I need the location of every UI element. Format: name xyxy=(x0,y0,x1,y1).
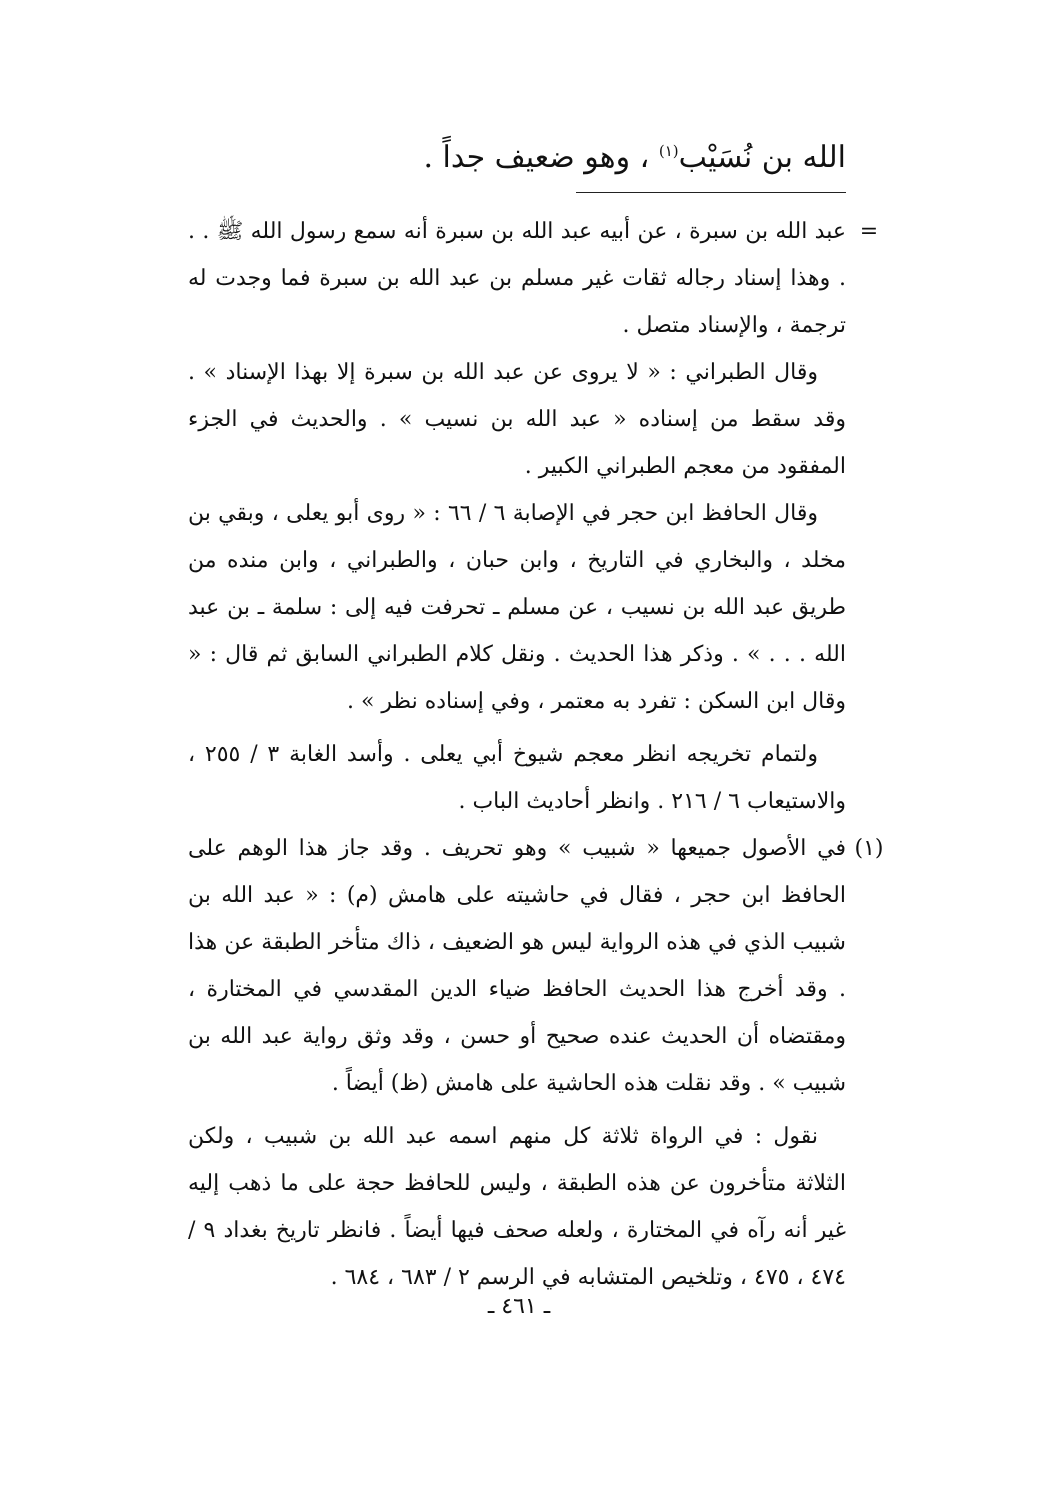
footnote-paragraph: نقول : في الرواة ثلاثة كل منهم اسمه عبد الله بن شبيب ، ولكن الثلاثة متأخرون عن هذه الطبقة ، وليس للحافظ حجة على ما ذهب إليه غير أنه رآه في المختارة ، ولعله صحف فيها أيضاً . فانظر تاريخ بغداد ٩ / ٤٧٤ ، ٤٧٥ ، وتلخيص المتشابه في الرسم ٢ / ٦٨٣ ، ٦٨٤ . xyxy=(188,1124,847,1290)
footnote-paragraph: وقال الطبراني : « لا يروى عن عبد الله بن سبرة إلا بهذا الإسناد » . وقد سقط من إسناده « عبد الله بن نسيب » . والحديث في الجزء المفقود من معجم الطبراني الكبير . xyxy=(188,360,846,479)
footnote-paragraph: عبد الله بن سبرة ، عن أبيه عبد الله بن سبرة أنه سمع رسول الله ﷺ . . . وهذا إسناد رجاله ثقات غير مسلم بن عبد الله بن سبرة فما وجدت له ترجمة ، والإسناد متصل . xyxy=(188,219,846,338)
footnote-ref: (١) xyxy=(658,142,679,160)
footnote-paragraph: ولتمام تخريجه انظر معجم شيوخ أبي يعلى . وأسد الغابة ٣ / ٢٥٥ ، والاستيعاب ٦ / ٢١٦ . وانظر أحاديث الباب . xyxy=(188,742,846,814)
page-number: ـ ٤٦١ ـ xyxy=(487,1294,551,1319)
footnote-number: (١) xyxy=(854,836,884,861)
footnote-paragraph: وقال الحافظ ابن حجر في الإصابة ٦ / ٦٦ : « روى أبو يعلى ، وبقي بن مخلد ، والبخاري في التاريخ ، وابن حبان ، والطبراني ، وابن منده من طريق عبد الله بن نسيب ، عن مسلم ـ تحرفت فيه إلى : سلمة ـ بن عبد الله . . . » . وذكر هذا الحديث . ونقل كلام الطبراني السابق ثم قال : « وقال ابن السكن : تفرد به معتمر ، وفي إسناده نظر » . xyxy=(188,501,846,714)
main-text-start: الله بن نُسَيْب xyxy=(678,140,846,175)
footnote-paragraph: في الأصول جميعها « شبيب » وهو تحريف . وقد جاز هذا الوهم على الحافظ ابن حجر ، فقال في حاشيته على هامش (م) : « عبد الله بن شبيب الذي في هذه الرواية ليس هو الضعيف ، ذاك متأخر الطبقة عن هذا . وقد أخرج هذا الحديث الحافظ ضياء الدين المقدسي في المختارة ، ومقتضاه أن الحديث عنده صحيح أو حسن ، وقد وثق رواية عبد الله بن شبيب » . وقد نقلت هذه الحاشية على هامش (ظ) أيضاً . xyxy=(188,836,846,1096)
main-text-line xyxy=(206,138,846,178)
footnote-1 xyxy=(188,825,884,1301)
footnotes-area xyxy=(188,208,884,1301)
continuation-marker: = xyxy=(859,219,879,244)
continued-footnote xyxy=(188,208,879,825)
main-text-end: ، وهو ضعيف جداً . xyxy=(423,140,650,175)
footnote-separator xyxy=(576,192,846,193)
